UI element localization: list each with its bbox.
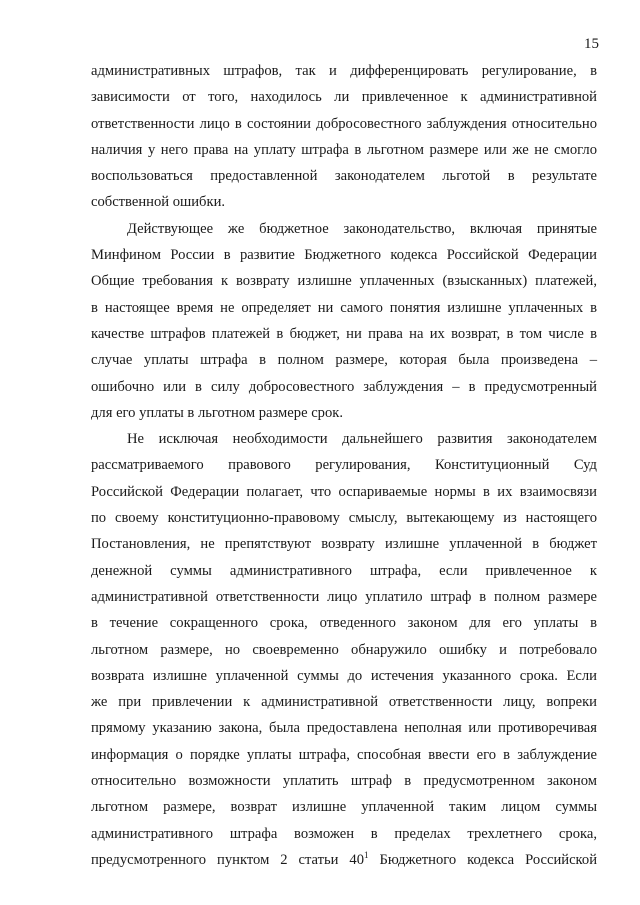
text-line: же при привлечении к административной ответственности лицу, вопреки <box>91 694 597 711</box>
paragraph <box>91 216 597 426</box>
superscript: 1 <box>364 849 369 860</box>
text-line: зависимости от того, находилось ли привлеченное к административной <box>91 89 597 106</box>
paragraph <box>91 426 597 873</box>
text-line: для его уплаты в льготном размере срок. <box>91 404 344 421</box>
text-line: воспользоваться предоставленной законодателем льготой в результате <box>91 168 597 185</box>
text-line: случае уплаты штрафа в полном размере, которая была произведена – <box>91 352 597 369</box>
text-line: ответственности лицо в состоянии добросовестного заблуждения относительно <box>91 115 597 132</box>
text-line-with-superscript <box>91 847 597 873</box>
text-line: в настоящее время не определяет ни самого понятия излишне уплаченных в <box>91 299 597 316</box>
text-line: административных штрафов, так и дифференцировать регулирование, в <box>91 63 597 79</box>
text-line: Постановления, не препятствуют возврату излишне уплаченной в бюджет <box>91 536 597 553</box>
text-line: рассматриваемого правового регулирования, Конституционный Суд <box>91 457 597 474</box>
body-text <box>91 58 597 873</box>
text-line: возврата излишне уплаченной суммы до истечения указанного срока. Если <box>91 667 597 684</box>
text-line: информация о порядке уплаты штрафа, способная ввести его в заблуждение <box>91 746 597 763</box>
text-line: Действующее же бюджетное законодательство, включая принятые <box>127 220 597 237</box>
text-segment: Бюджетного кодекса Российской <box>368 851 598 868</box>
text-line: Российской Федерации полагает, что оспариваемые нормы в их взаимосвязи <box>91 483 597 500</box>
text-line: денежной суммы административного штрафа, если привлеченное к <box>91 562 597 579</box>
text-line: административного штрафа возможен в пределах трехлетнего срока, <box>91 825 597 842</box>
text-line: ошибочно или в силу добросовестного заблуждения – в предусмотренный <box>91 378 597 395</box>
text-line: качестве штрафов платежей в бюджет, ни права на их возврат, в том числе в <box>91 325 597 342</box>
text-line: в течение сокращенного срока, отведенного законом для его уплаты в <box>91 615 597 632</box>
text-line: Общие требования к возврату излишне уплаченных (взысканных) платежей, <box>91 273 597 290</box>
text-line: административной ответственности лицо уплатило штраф в полном размере <box>91 588 597 605</box>
text-line: Минфином России в развитие Бюджетного кодекса Российской Федерации <box>91 247 597 264</box>
text-line: прямому указанию закона, была предоставлена неполная или противоречивая <box>91 720 597 737</box>
text-line: по своему конституционно-правовому смыслу, вытекающему из настоящего <box>91 510 597 527</box>
text-line: собственной ошибки. <box>91 194 226 211</box>
text-line: льготном размере, но своевременно обнаружило ошибку и потребовало <box>91 641 597 658</box>
text-segment: предусмотренного пунктом 2 статьи 40 <box>91 851 365 868</box>
page-number: 15 <box>584 36 599 52</box>
paragraph <box>91 58 597 216</box>
text-line: Не исключая необходимости дальнейшего развития законодателем <box>127 431 597 448</box>
text-line: наличия у него права на уплату штрафа в льготном размере или же не смогло <box>91 141 597 158</box>
text-line: льготном размере, возврат излишне уплаченной таким лицом суммы <box>91 799 597 816</box>
text-line: относительно возможности уплатить штраф в предусмотренном законом <box>91 773 597 790</box>
